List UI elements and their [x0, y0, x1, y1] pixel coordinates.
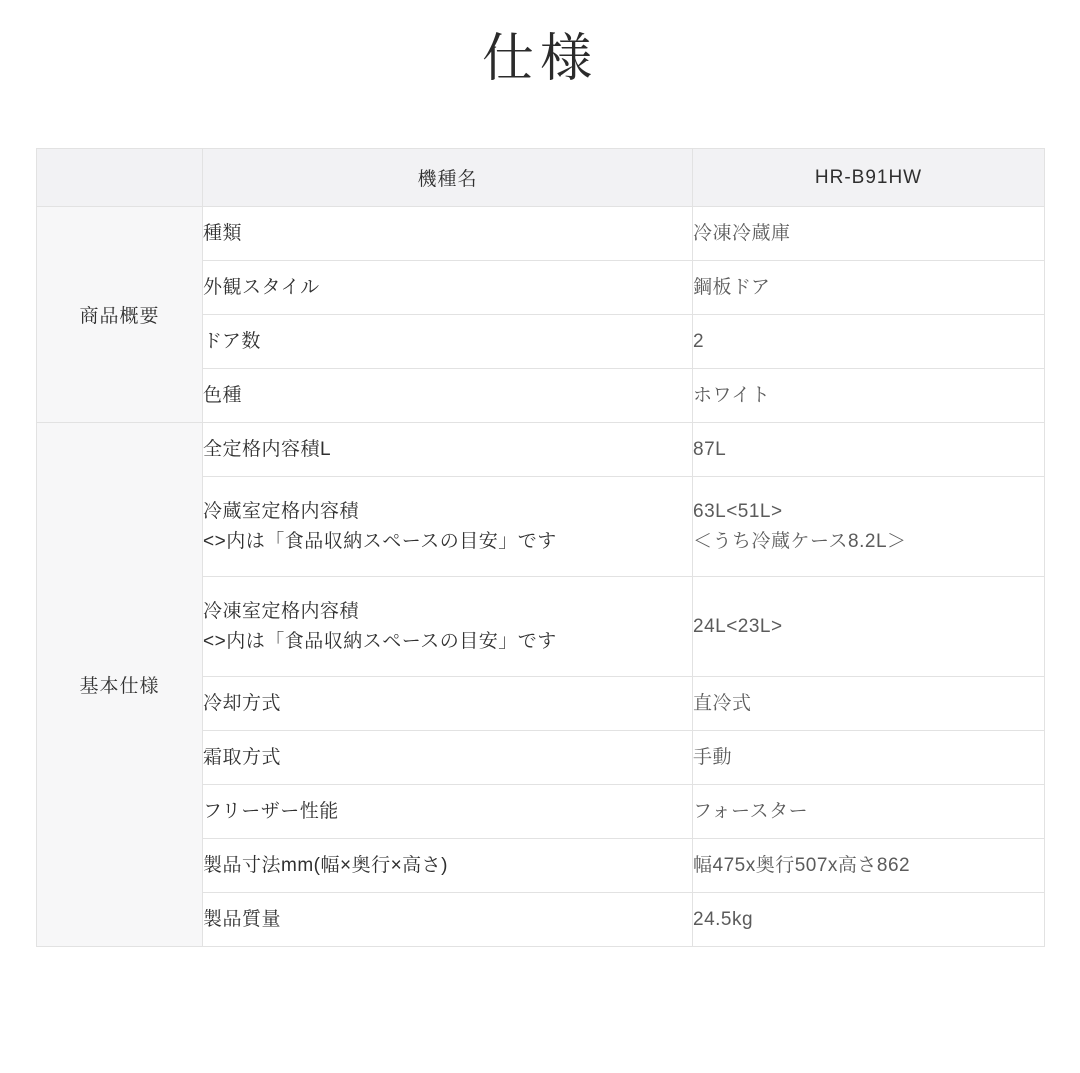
table-row	[37, 423, 1045, 477]
row-value: 鋼板ドア	[693, 261, 1045, 315]
row-label	[203, 577, 693, 677]
row-label: 種類	[203, 207, 693, 261]
spec-table-container	[36, 148, 1044, 947]
row-value: 87L	[693, 423, 1045, 477]
row-value: 24L<23L>	[693, 577, 1045, 677]
row-label: 製品質量	[203, 893, 693, 947]
row-label-note: <>内は「食品収納スペースの目安」です	[203, 530, 557, 552]
header-model-value-text: HR-B91HW	[814, 166, 923, 188]
row-value: 手動	[693, 731, 1045, 785]
row-value-main: 63L<51L>	[693, 501, 783, 523]
row-label-note: <>内は「食品収納スペースの目安」です	[203, 630, 557, 652]
row-label-main: 冷凍室定格内容積	[203, 601, 360, 623]
row-label: 製品寸法mm(幅×奥行×高さ)	[203, 839, 693, 893]
group-label-basic-spec: 基本仕様	[37, 423, 203, 947]
table-header-row	[37, 149, 1045, 207]
row-label: 全定格内容積L	[203, 423, 693, 477]
group-label-product-overview: 商品概要	[37, 207, 203, 423]
row-value-note: ＜うち冷蔵ケース8.2L＞	[693, 530, 907, 552]
row-label: ドア数	[203, 315, 693, 369]
row-label: 色種	[203, 369, 693, 423]
header-model-label-text: 機種名	[417, 169, 478, 191]
row-label: 霜取方式	[203, 731, 693, 785]
header-model-label	[203, 149, 693, 207]
row-label: フリーザー性能	[203, 785, 693, 839]
row-value: 2	[693, 315, 1045, 369]
row-label-main: 冷蔵室定格内容積	[203, 501, 360, 523]
row-label	[203, 477, 693, 577]
row-value: フォースター	[693, 785, 1045, 839]
row-label: 外観スタイル	[203, 261, 693, 315]
row-value: 冷凍冷蔵庫	[693, 207, 1045, 261]
specification-table	[36, 148, 1045, 947]
row-value	[693, 477, 1045, 577]
row-value: 24.5kg	[693, 893, 1045, 947]
table-row	[37, 207, 1045, 261]
row-value: ホワイト	[693, 369, 1045, 423]
row-value: 直冷式	[693, 677, 1045, 731]
header-model-value	[693, 149, 1045, 207]
row-label: 冷却方式	[203, 677, 693, 731]
header-blank-cell	[37, 149, 203, 207]
row-value: 幅475x奥行507x高さ862	[693, 839, 1045, 893]
page-title: 仕様	[481, 30, 598, 88]
